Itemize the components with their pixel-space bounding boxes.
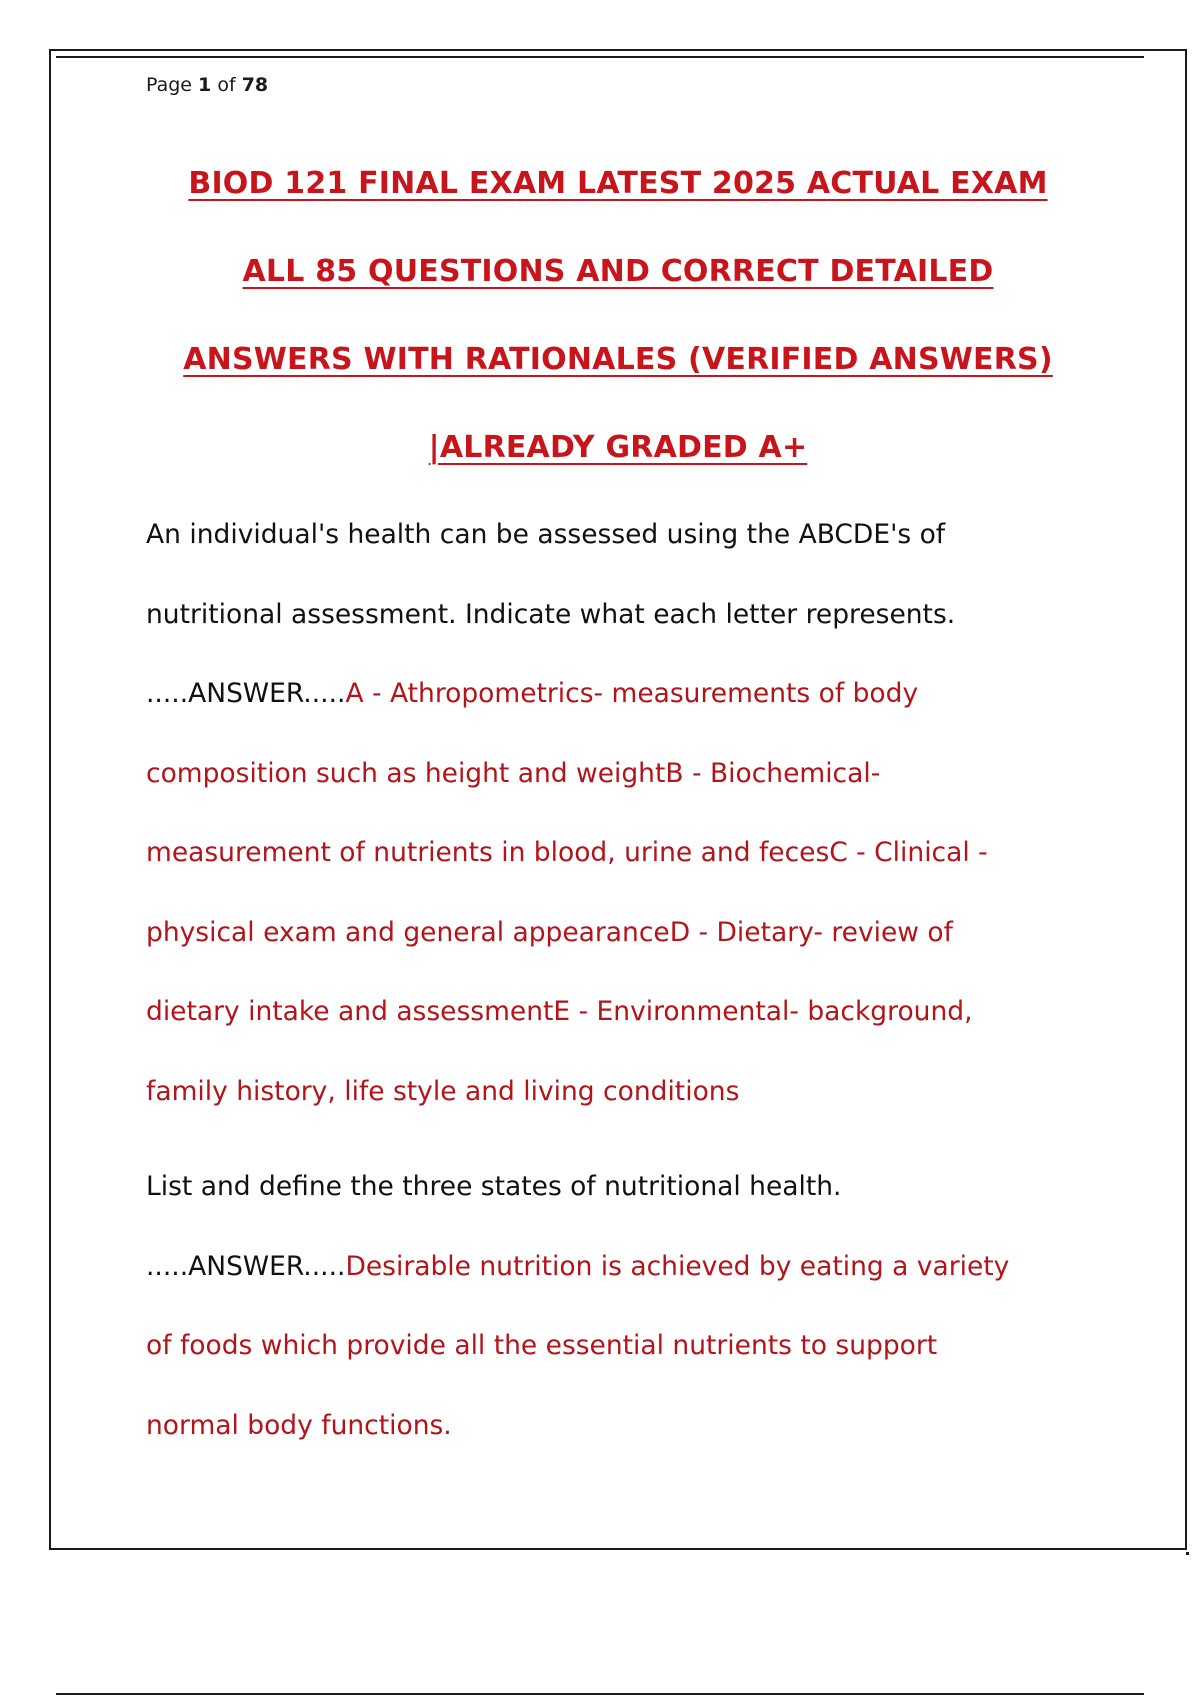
qa-item-2: [146, 1147, 1106, 1465]
frame-corner-mark: [1186, 1552, 1189, 1555]
answer-1-line-5: dietary intake and assessmentE - Environmental- background,: [146, 996, 973, 1027]
title-line-1: BIOD 121 FINAL EXAM LATEST 2025 ACTUAL EXAM: [188, 166, 1048, 201]
bottom-rule: [56, 1693, 1144, 1695]
answer-1-line-1: [146, 654, 1106, 734]
answer-1-prefix: .....ANSWER.....: [146, 678, 346, 709]
answer-1-line-2: composition such as height and weightB - Biochemical-: [146, 757, 881, 789]
answer-2-prefix: .....ANSWER.....: [146, 1250, 346, 1282]
answer-2-first: Desirable nutrition is achieved by eating a variety: [345, 1250, 1010, 1282]
page-indicator: [146, 74, 268, 96]
answer-1-first: A - Athropometrics- measurements of body: [345, 678, 919, 709]
question-1-line-1: An individual's health can be assessed using the ABCDE's of: [146, 519, 946, 550]
qa-item-1: [146, 495, 1106, 1131]
answer-1-line-3: measurement of nutrients in blood, urine and fecesC - Clinical -: [146, 837, 988, 868]
page-indicator-total: 78: [241, 74, 269, 96]
top-rule: [56, 56, 1144, 58]
page-indicator-prefix: Page: [146, 74, 192, 96]
document-title: [120, 140, 1116, 492]
answer-2-line-1: [146, 1227, 1106, 1307]
answer-2-line-2: of foods which provide all the essential nutrients to support: [146, 1330, 938, 1361]
page-indicator-of: of: [217, 74, 236, 96]
answer-1-line-4: physical exam and general appearanceD - Dietary- review of: [146, 916, 953, 948]
title-line-4: |ALREADY GRADED A+: [428, 430, 808, 465]
question-1-line-2: nutritional assessment. Indicate what each letter represents.: [146, 598, 956, 630]
title-line-3: ANSWERS WITH RATIONALES (VERIFIED ANSWERS): [183, 342, 1053, 377]
answer-2-line-3: normal body functions.: [146, 1409, 452, 1441]
page-indicator-current: 1: [198, 74, 212, 96]
answer-1-line-6: family history, life style and living conditions: [146, 1075, 740, 1107]
title-line-2: ALL 85 QUESTIONS AND CORRECT DETAILED: [242, 254, 994, 289]
question-2-line-1: List and define the three states of nutritional health.: [146, 1171, 842, 1202]
